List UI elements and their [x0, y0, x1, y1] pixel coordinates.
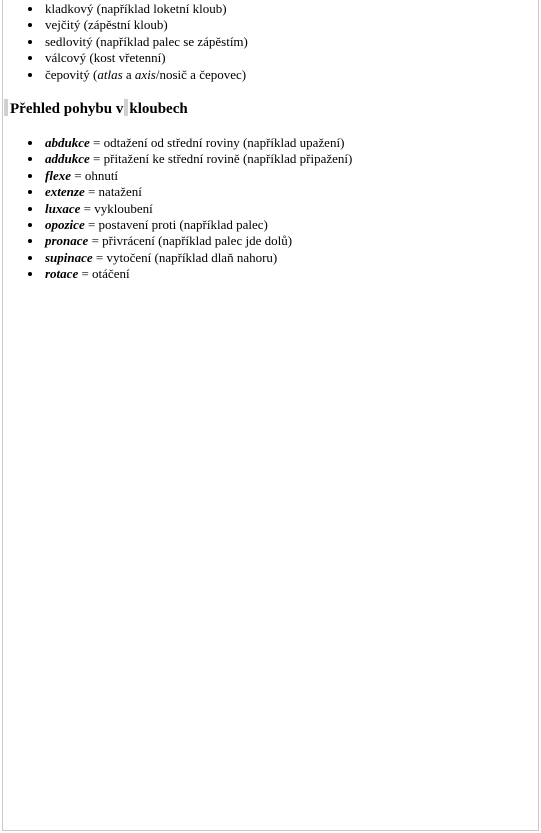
- term: abdukce: [45, 135, 90, 150]
- list-item: [3, 168, 352, 184]
- list-item: [3, 217, 352, 233]
- section-heading: [4, 99, 188, 118]
- list-item: [3, 250, 352, 266]
- item-text: válcový (kost vřetenní): [45, 50, 166, 66]
- list-item: [3, 184, 352, 200]
- item-emphasis: axis: [134, 66, 156, 82]
- list-item: [3, 151, 352, 167]
- term: opozice: [45, 217, 85, 233]
- movement-list: [3, 135, 352, 283]
- definition: = odtažení od střední roviny (například upažení): [89, 135, 345, 150]
- definition: = přitažení ke střední rovině (například připažení): [89, 151, 353, 167]
- item-text: vejčitý (zápěstní kloub): [45, 17, 168, 33]
- term: supinace: [45, 249, 93, 265]
- list-item: [3, 233, 352, 249]
- definition: = otáčení: [78, 266, 130, 282]
- list-item: [3, 50, 248, 66]
- highlight-mark: [124, 99, 128, 116]
- item-text: sedlovitý (například palec se zápěstím): [45, 33, 248, 49]
- item-text: kladkový (například loketní kloub): [45, 1, 227, 16]
- definition: = natažení: [84, 184, 142, 200]
- list-item: [3, 34, 248, 50]
- definition: = ohnutí: [70, 167, 119, 183]
- term: luxace: [45, 200, 81, 216]
- list-item: [3, 201, 352, 217]
- item-emphasis: atlas: [97, 66, 123, 82]
- list-item: [3, 67, 248, 83]
- item-text: a: [122, 66, 135, 82]
- joint-type-list: [3, 1, 248, 83]
- term: rotace: [45, 266, 79, 282]
- definition: = vytočení (například dlaň nahoru): [92, 249, 278, 265]
- term: flexe: [45, 167, 71, 183]
- list-item: [3, 17, 248, 33]
- highlight-mark: [4, 99, 8, 116]
- definition: = vykloubení: [80, 200, 153, 216]
- definition: = postavení proti (například palec): [84, 217, 268, 233]
- item-text: čepovitý (: [45, 66, 98, 82]
- list-item: [3, 1, 248, 17]
- term: addukce: [45, 151, 90, 167]
- term: extenze: [45, 184, 85, 200]
- document-page: [2, 0, 539, 831]
- term: pronace: [45, 233, 89, 249]
- heading-text: Přehled pohybu v: [10, 101, 124, 117]
- list-item: [3, 266, 352, 282]
- item-text: /nosič a čepovec): [155, 66, 247, 82]
- list-item: [3, 135, 352, 151]
- definition: = přivrácení (například palec jde dolů): [88, 233, 293, 249]
- heading-text: kloubech: [129, 101, 188, 117]
